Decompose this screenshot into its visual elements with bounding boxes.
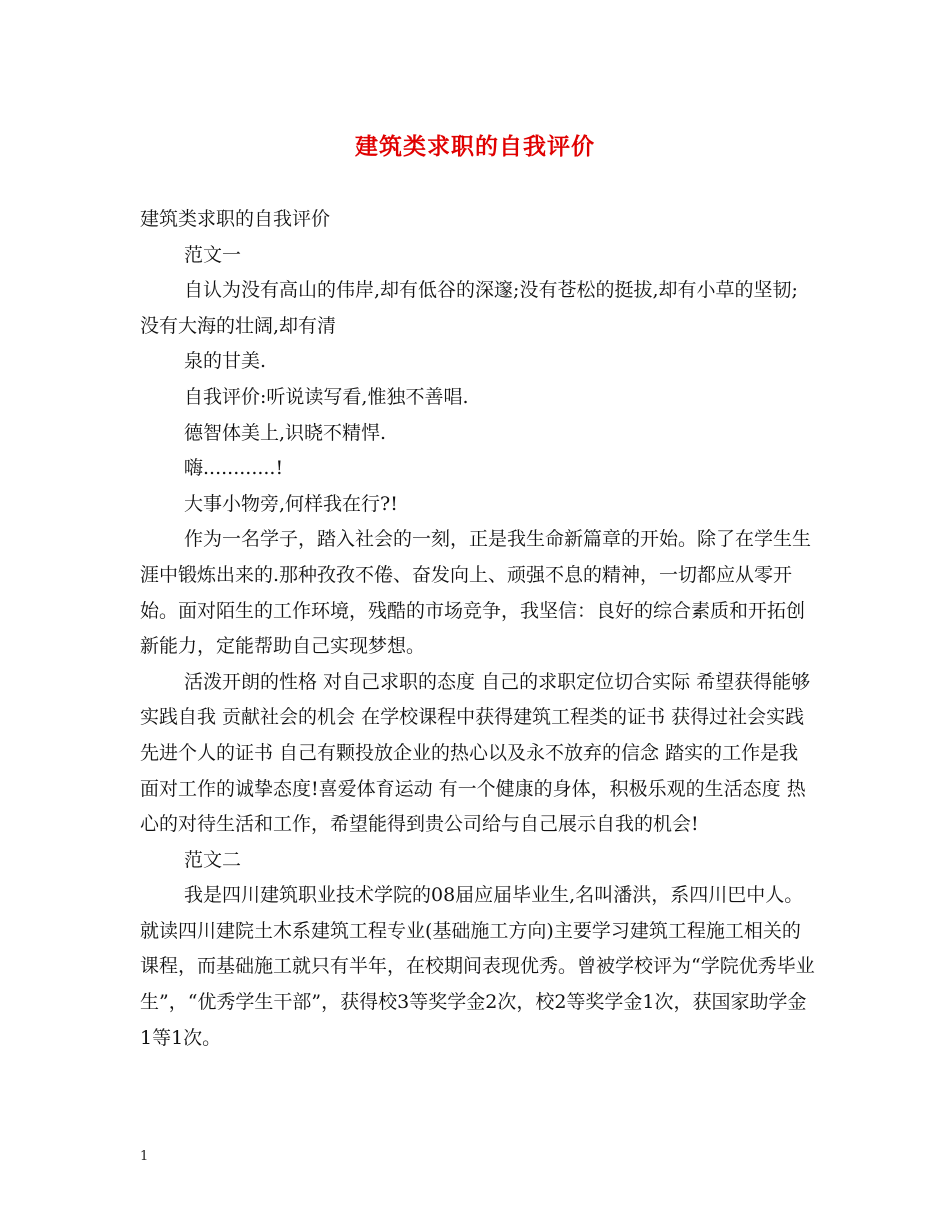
paragraph-sample-one-label: 范文一	[184, 243, 242, 266]
paragraph-personality: 活泼开朗的性格 对自己求职的态度 自己的求职定位切合实际 希望获得能够实践自我 贡献社会的机会 在学校课程中获得建筑工程类的证书 获得过社会实践先进个人的证书 自己有颗投放企业的热心以及永不放弃的信念 踏实的工作是我面对工作的诚挚态度!喜爱体育运动 有一个健康的身体，积极乐观的生活态度 热心的对待生活和工作，希望能得到贵公司给与自己展示自我的机会!	[140, 670, 811, 836]
paragraph-capable: 大事小物旁,何样我在行?!	[184, 492, 398, 515]
paragraph-sample-two-label: 范文二	[184, 848, 242, 871]
paragraph-self-evaluation: 自我评价:听说读写看,惟独不善唱.	[184, 385, 469, 408]
paragraph-heading: 建筑类求职的自我评价	[140, 208, 331, 230]
document-title: 建筑类求职的自我评价	[355, 133, 595, 160]
paragraph-new-chapter: 作为一名学子，踏入社会的一刻，正是我生命新篇章的开始。除了在学生生涯中锻炼出来的.那种孜孜不倦、奋发向上、顽强不息的精神，一切都应从零开始。面对陌生的工作环境，残酷的市场竞争，我坚信：良好的综合素质和开拓创新能力，定能帮助自己实现梦想。	[140, 528, 812, 658]
paragraph-exclamation: 嗨............!	[184, 457, 284, 480]
paragraph-graduate-intro: 我是四川建筑职业技术学院的08届应届毕业生,名叫潘洪，系四川巴中人。就读四川建院土木系建筑工程专业(基础施工方向)主要学习建筑工程施工相关的课程，而基础施工就只有半年，在校期间表现优秀。曾被学校评为“学院优秀毕业生”，“优秀学生干部”，获得校3等奖学金2次，校2等奖学金1次，获国家助学金1等1次。	[140, 884, 815, 1049]
paragraph-virtues: 德智体美上,识晓不精悍.	[184, 421, 387, 444]
page-number: 1	[140, 1149, 149, 1164]
paragraph-spring-line: 泉的甘美.	[184, 350, 267, 373]
document-body	[140, 202, 816, 1056]
paragraph-self-description: 自认为没有高山的伟岸,却有低谷的深邃;没有苍松的挺拔,却有小草的坚韧;没有大海的壮阔,却有清	[140, 279, 798, 337]
